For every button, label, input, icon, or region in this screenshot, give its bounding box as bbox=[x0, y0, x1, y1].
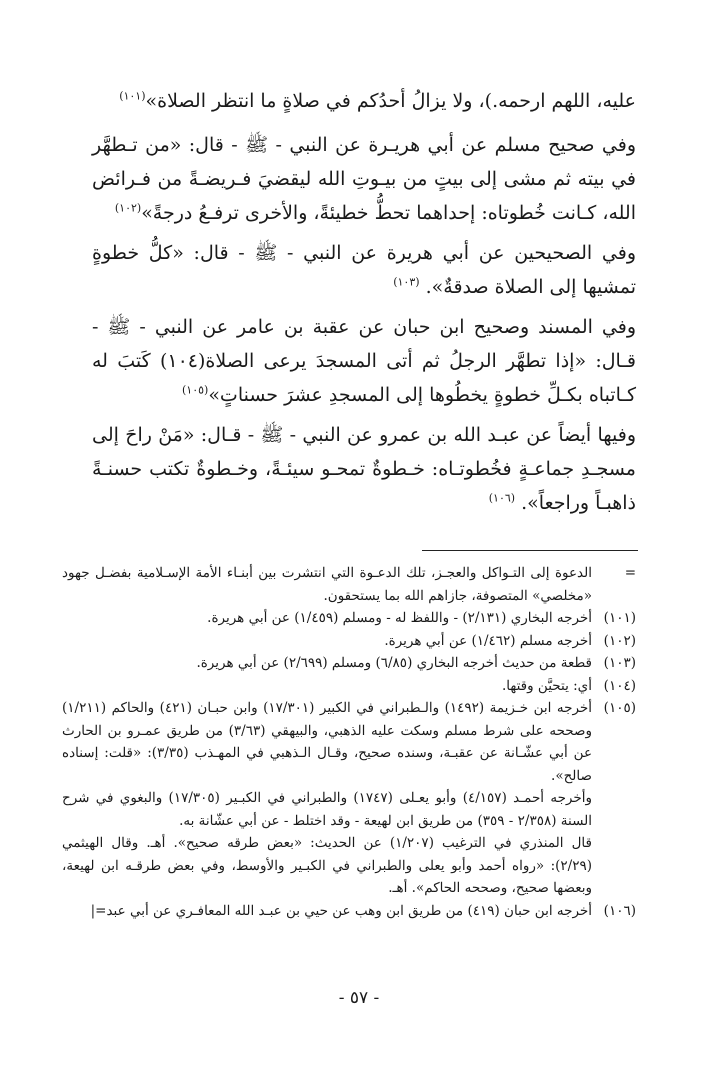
footnote-102 bbox=[62, 630, 636, 653]
paragraph-text: وفي المسند وصحيح ابن حبان عن عقبة بن عامر عن النبي - ﷺ - قـال: «إذا تطهَّر الرجلُ ثم أتى المسجدَ يرعى الصلاة(١٠٤) كَتبَ له كـاتباه بكـلِّ خطوةٍ يخطُوها إلى المسجدِ عشرَ حسناتٍ» bbox=[92, 316, 636, 406]
paragraph-text: وفيها أيضاً عن عبـد الله بن عمرو عن النبي - ﷺ - قـال: «مَنْ راحَ إلى مسجـدِ جماعـةٍ فخُطوتـاه: خـطوةٌ تمحـو سيئـةً، وخـطوةٌ تكتب حسنـةً ذاهبـاً وراجعاً». bbox=[92, 424, 636, 514]
main-text bbox=[92, 84, 636, 526]
footnote-number: = bbox=[624, 565, 636, 581]
paragraph-text: عليه، اللهم ارحمه.)، ولا يزالُ أحدُكم في صلاةٍ ما انتظر الصلاة» bbox=[145, 90, 636, 112]
paragraph-3 bbox=[92, 236, 636, 304]
footnote-ref: (١٠٣) bbox=[393, 275, 420, 289]
paragraph-1 bbox=[92, 84, 636, 118]
footnote-text: الدعوة إلى التـواكل والعجـز، تلك الدعـوة التي انتشرت بين أبنـاء الأمة الإسـلامية بفضـل جهود «مخلصي» المتصوفة، جازاهم الله بما يستحقون. bbox=[62, 565, 592, 604]
footnote-text: أخرجه ابن حبان (٤١٩) من طريق ابن وهب عن حيي بن عبـد الله المعافـري عن أبي عبد=| bbox=[90, 902, 592, 919]
footnote-number: (١٠٥) bbox=[603, 700, 636, 716]
footnotes bbox=[62, 562, 636, 922]
footnote-continuation bbox=[62, 562, 636, 607]
footnote-ref: (١٠١) bbox=[119, 89, 146, 103]
footnote-104 bbox=[62, 675, 636, 698]
footnote-ref: (١٠٥) bbox=[181, 383, 209, 397]
footnote-106 bbox=[62, 900, 636, 923]
footnote-text: قطعة من حديث أخرجه البخاري (٦/٨٥) ومسلم (٢/٦٩٩) عن أبي هريرة. bbox=[196, 655, 592, 671]
footnote-105-continued bbox=[62, 832, 636, 900]
footnote-text: وأخرجه أحمـد (٤/١٥٧) وأبو يعـلى (١٧٤٧) والطبراني في الكبـير (١٧/٣٠٥) والبغوي في شرح السنة (٢/٣٥٨ - ٣٥٩) من طريق ابن لهيعة - وقد اختلط - عن أبي عشّانة به. bbox=[62, 790, 592, 829]
paragraph-text: وفي صحيح مسلم عن أبي هريـرة عن النبي - ﷺ - قال: «من تـطهَّر في بيته ثم مشى إلى بيتٍ من بيـوتِ الله ليقضيَ فـريضـةً من فـرائض الله، كـانت خُطوتاه: إحداهما تحطُّ خطيئةً، والأخرى ترفـعُ درجةً» bbox=[92, 134, 636, 224]
footnote-105 bbox=[62, 697, 636, 787]
footnote-105-continued bbox=[62, 787, 636, 832]
footnote-101 bbox=[62, 607, 636, 630]
footnote-ref: (١٠٢) bbox=[114, 201, 142, 215]
footnote-number: (١٠٦) bbox=[603, 902, 636, 919]
page-number: - ٥٧ - bbox=[338, 988, 380, 1008]
footnote-text: أخرجه مسلم (١/٤٦٢) عن أبي هريرة. bbox=[384, 632, 592, 649]
paragraph-5 bbox=[92, 418, 636, 520]
paragraph-4 bbox=[92, 310, 636, 412]
footnote-text: قال المنذري في الترغيب (١/٢٠٧) عن الحديث: «بعض طرقه صحيح». أهـ. وقال الهيثمي (٢/٢٩): «رواه أحمد وأبو يعلى والطبراني في الكبـير والأوسط، وفي بعض طرقـه ابن لهيعة، وبعضها صحيح، وصححه الحاكم». أهـ. bbox=[62, 835, 592, 896]
footnote-number: (١٠٢) bbox=[603, 632, 636, 649]
footnote-103 bbox=[62, 652, 636, 675]
paragraph-2 bbox=[92, 128, 636, 230]
footnote-number: (١٠٣) bbox=[603, 655, 636, 671]
footnote-text: أخرجه ابن خـزيمة (١٤٩٢) والـطبراني في الكبير (١٧/٣٠١) وابن حبـان (٤٢١) والحاكم (١/٢١١) وصححه على شرط مسلم وسكت عليه الذهبي، والبيهقي (٣/٦٣) من طريق عمـرو بن الحارث عن أبي عشّـانة عن عقبـة، وسنده صحيح، وقـال الـذهبي في المهـذب (٣/٣٥): «قلت: إسناده صالح». bbox=[62, 700, 593, 784]
footnote-text: أخرجه البخاري (٢/١٣١) - واللفظ له - ومسلم (١/٤٥٩) عن أبي هريرة. bbox=[207, 610, 592, 626]
footnote-number: (١٠٤) bbox=[603, 677, 636, 694]
footnote-divider bbox=[422, 550, 638, 551]
footnote-text: أي: يتحيَّن وقتها. bbox=[501, 677, 592, 694]
footnote-ref: (١٠٦) bbox=[488, 491, 516, 505]
footnote-number: (١٠١) bbox=[603, 610, 636, 626]
paragraph-text: وفي الصحيحين عن أبي هريرة عن النبي - ﷺ - قال: «كلُّ خطوةٍ تمشيها إلى الصلاة صدقةٌ». bbox=[92, 242, 636, 298]
